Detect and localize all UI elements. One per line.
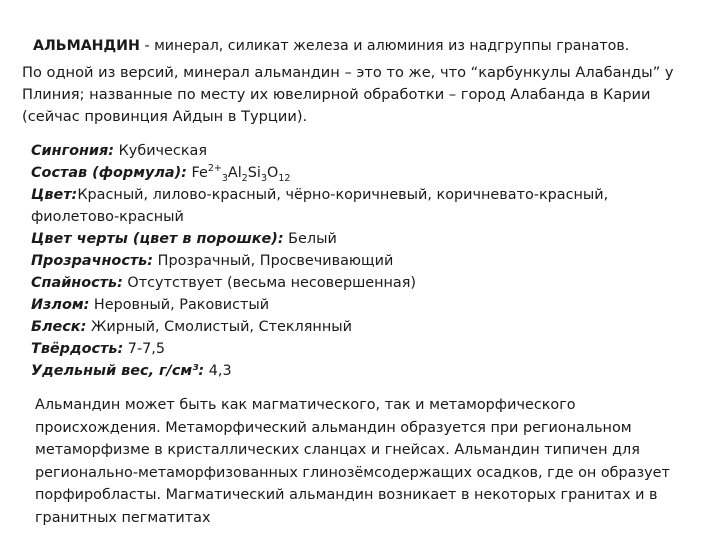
formula-si-count: 3	[260, 172, 267, 184]
intro-line: Плиния; названные по месту их ювелирной обработки – город Алабанда в Карии	[22, 86, 651, 103]
property-value: Красный, лилово-красный, чёрно-коричневый, коричневато-красный,	[77, 187, 609, 203]
property-label: Сингония:	[31, 143, 115, 159]
property-label: Прозрачность:	[31, 253, 154, 269]
mineral-name: АЛЬМАНДИН	[33, 38, 140, 54]
formula-fe: Fe	[186, 165, 208, 181]
property-value: Неровный, Раковистый	[89, 297, 270, 313]
property-formula	[31, 162, 711, 184]
formula-o-count: 12	[278, 172, 291, 184]
description-line: порфиробласты. Магматический альмандин возникает в некоторых гранитах и в	[35, 487, 658, 504]
intro-paragraph	[22, 62, 707, 128]
title-paragraph	[33, 36, 703, 56]
description-line: регионально-метаморфизованных глинозёмсодержащих осадков, где он образует	[35, 464, 670, 481]
property-density	[31, 360, 711, 382]
formula-si: Si	[247, 165, 261, 181]
description-line: Альмандин может быть как магматического, так и метаморфического	[35, 397, 576, 413]
property-label: Цвет:	[31, 187, 78, 203]
mineral-definition: - минерал, силикат железа и алюминия из надгруппы гранатов.	[139, 38, 630, 54]
property-value: Белый	[283, 231, 337, 247]
property-label: Удельный вес, г/см³:	[31, 363, 205, 379]
properties-list	[31, 140, 711, 382]
formula-fe-charge: 2+	[207, 163, 222, 175]
formula-fe-count: 3	[221, 172, 228, 184]
property-value: Отсутствует (весьма несовершенная)	[122, 275, 417, 291]
property-fracture	[31, 294, 711, 316]
property-value: Прозрачный, Просвечивающий	[153, 253, 394, 269]
property-value: Кубическая	[114, 143, 207, 159]
intro-line: По одной из версий, минерал альмандин – это то же, что “карбункулы Алабанды” у	[22, 64, 674, 81]
property-hardness	[31, 338, 711, 360]
property-streak	[31, 228, 711, 250]
description-line: гранитных пегматитах	[35, 509, 211, 526]
property-value: 7-7,5	[123, 341, 166, 357]
property-value: Жирный, Смолистый, Стеклянный	[86, 319, 352, 335]
description-line: метаморфизме в кристаллических сланцах и гнейсах. Альмандин типичен для	[35, 442, 640, 459]
property-cleavage	[31, 272, 711, 294]
property-luster	[31, 316, 711, 338]
property-label: Твёрдость:	[31, 341, 124, 357]
intro-line: (сейчас провинция Айдын в Турции).	[22, 108, 308, 125]
property-label: Блеск:	[31, 319, 87, 335]
property-label: Состав (формула):	[31, 165, 187, 181]
property-label: Цвет черты (цвет в порошке):	[31, 231, 284, 247]
formula-al: Al	[227, 165, 242, 181]
property-label: Излом:	[31, 297, 90, 313]
property-syngony	[31, 140, 711, 162]
property-value: фиолетово-красный	[31, 209, 184, 225]
formula-al-count: 2	[241, 172, 248, 184]
property-color-continued	[31, 206, 711, 228]
property-value: 4,3	[204, 363, 232, 379]
formula-o: O	[266, 165, 279, 181]
description-line: происхождения. Метаморфический альмандин образуется при региональном	[35, 419, 632, 436]
description-paragraph	[35, 394, 705, 530]
property-transparency	[31, 250, 711, 272]
property-label: Спайность:	[31, 275, 123, 291]
property-color	[31, 184, 711, 206]
